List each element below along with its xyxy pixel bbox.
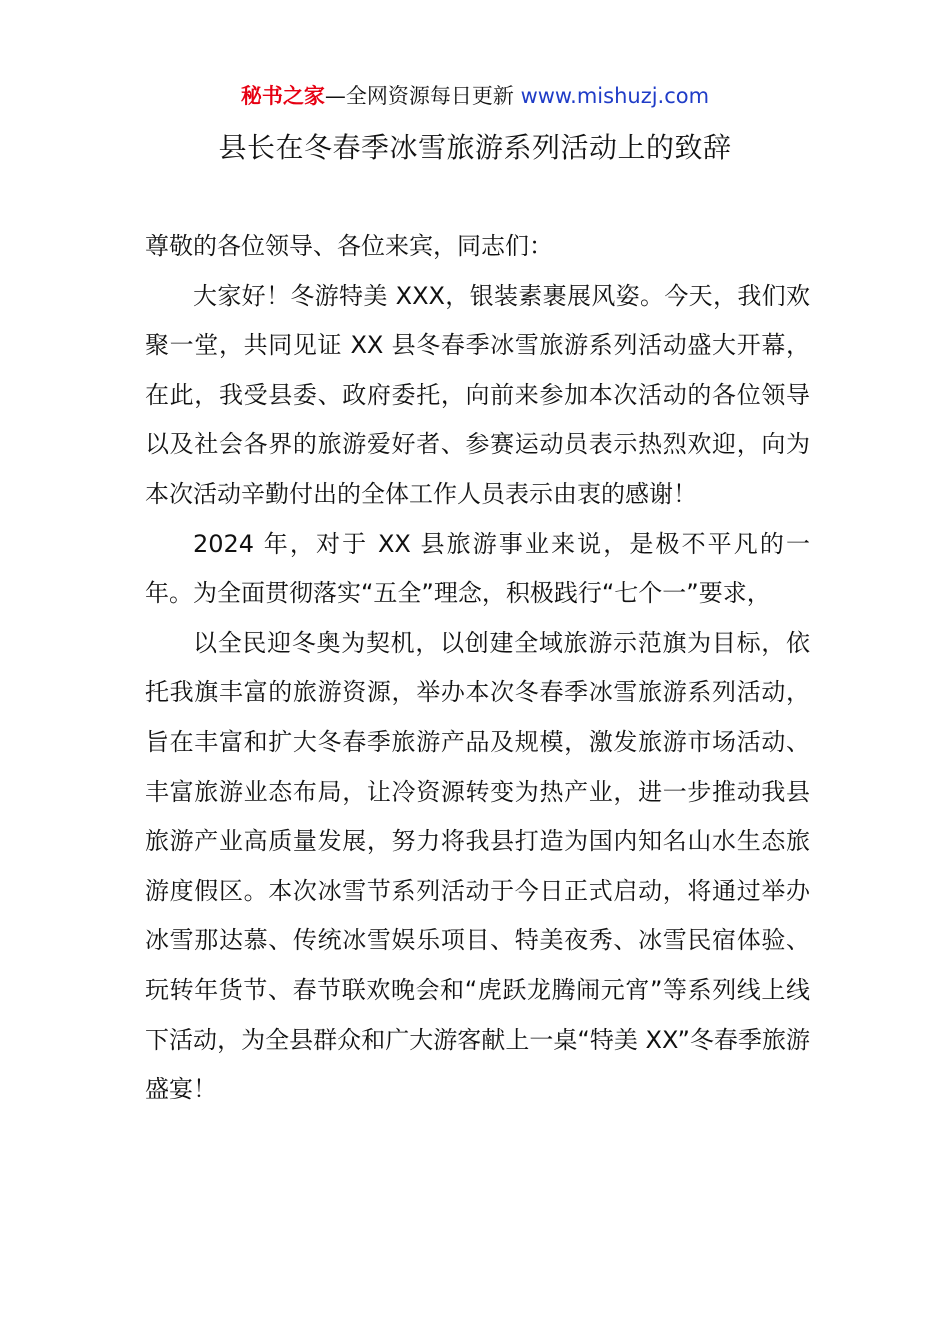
paragraph-1: 大家好！冬游特美 XXX，银装素裹展风姿。今天，我们欢聚一堂，共同见证 XX 县冬春季冰雪旅游系列活动盛大开幕，在此，我受县委、政府委托，向前来参加本次活动的各位领导以及社会各界的旅游爱好者、参赛运动员表示热烈欢迎，向为本次活动辛勤付出的全体工作人员表示由衷的感谢！	[145, 281, 810, 508]
paragraph-3: 以全民迎冬奥为契机，以创建全域旅游示范旗为目标，依托我旗丰富的旅游资源，举办本次冬春季冰雪旅游系列活动，旨在丰富和扩大冬春季旅游产品及规模，激发旅游市场活动、丰富旅游业态布局，让冷资源转变为热产业，进一步推动我县旅游产业高质量发展，努力将我县打造为国内知名山水生态旅游度假区。本次冰雪节系列活动于今日正式启动，将通过举办冰雪那达慕、传统冰雪娱乐项目、特美夜秀、冰雪民宿体验、玩转年货节、春节联欢晚会和“虎跃龙腾闹元宵”等系列线上线下活动，为全县群众和广大游客献上一桌“特美 XX”冬春季旅游盛宴！	[145, 628, 810, 1104]
document-title: 县长在冬春季冰雪旅游系列活动上的致辞	[218, 131, 732, 164]
document-body	[145, 222, 810, 1115]
site-url-link[interactable]: www.mishuzj.com	[520, 84, 710, 108]
site-header	[0, 80, 950, 112]
header-tagline: —全网资源每日更新	[324, 84, 521, 108]
salutation: 尊敬的各位领导、各位来宾，同志们：	[145, 232, 553, 260]
paragraph-2: 2024 年，对于 XX 县旅游事业来说，是极不平凡的一年。为全面贯彻落实“五全”理念，积极践行“七个一”要求，	[145, 529, 810, 608]
brand-name: 秘书之家	[240, 84, 325, 108]
